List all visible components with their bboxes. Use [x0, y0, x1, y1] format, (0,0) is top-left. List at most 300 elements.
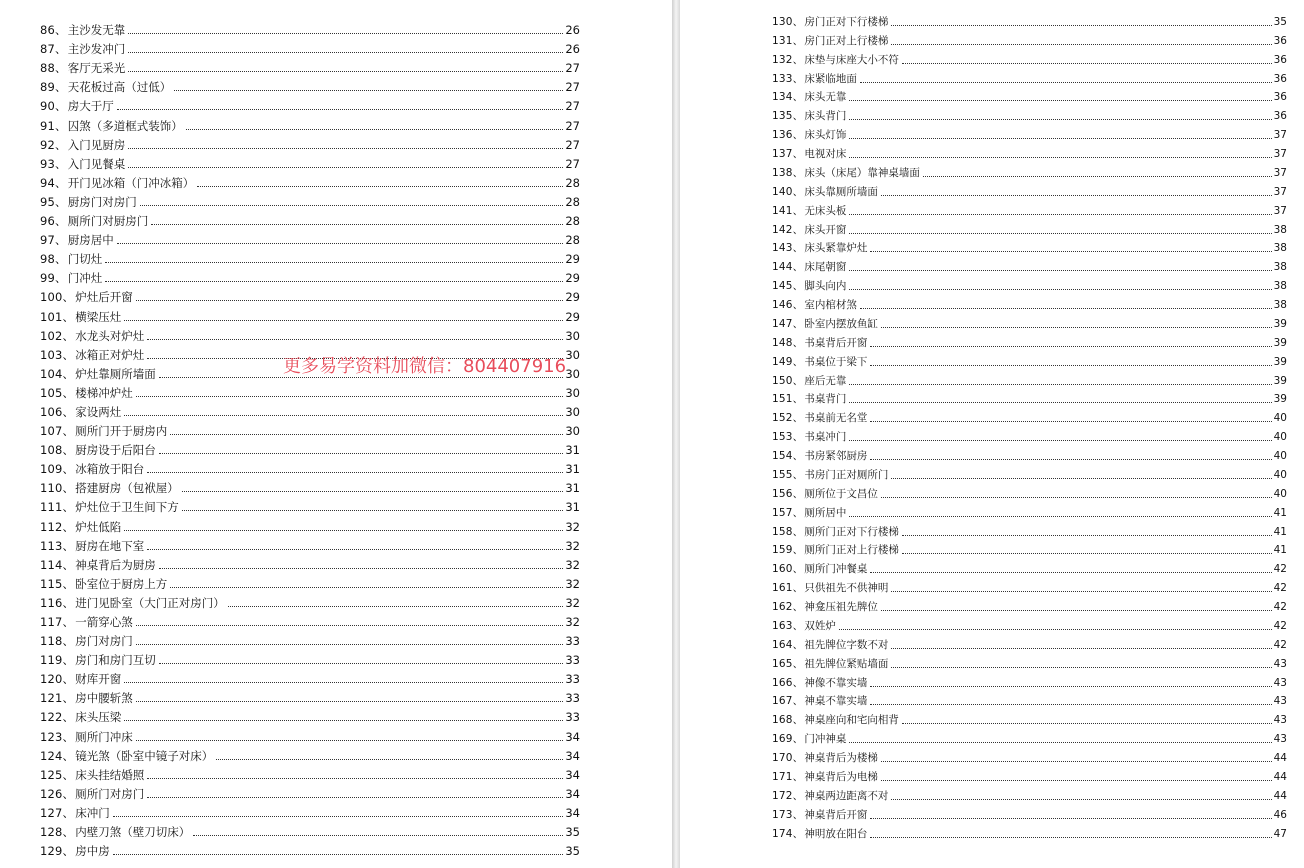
toc-entry-title: 房中房: [75, 844, 110, 859]
toc-leader-dots: [117, 243, 564, 244]
toc-entry-number: 98、: [40, 252, 67, 267]
toc-entry: [772, 180, 1287, 199]
toc-entry-page: 36: [1273, 53, 1287, 66]
toc-leader-dots: [147, 797, 563, 798]
toc-entry: [772, 331, 1287, 350]
toc-leader-dots: [870, 251, 1271, 252]
toc-entry: [40, 476, 580, 495]
book-gutter: [672, 0, 680, 868]
toc-entry: [40, 763, 580, 782]
toc-entry-title: 楼梯冲炉灶: [75, 385, 133, 400]
toc-entry-title: 房门正对下行楼梯: [804, 15, 889, 28]
toc-entry-title: 神桌背后为楼梯: [804, 752, 878, 764]
toc-entry-title: 家设两灶: [75, 404, 122, 419]
toc-entry-title: 厕所门对房门: [75, 786, 145, 801]
toc-leader-dots: [105, 262, 563, 263]
toc-leader-dots: [902, 553, 1272, 554]
toc-entry-title: 床紧临地面: [804, 72, 857, 85]
toc-entry-page: 39: [1273, 336, 1287, 349]
toc-list-left: [40, 18, 580, 858]
toc-entry: [772, 690, 1287, 709]
toc-entry-page: 36: [1273, 91, 1287, 104]
toc-leader-dots: [870, 572, 1271, 573]
toc-entry-page: 30: [565, 424, 580, 439]
toc-entry-page: 42: [1273, 601, 1287, 613]
toc-leader-dots: [891, 25, 1271, 26]
toc-entry-number: 133、: [772, 72, 804, 85]
toc-entry-title: 神桌座向和宅向相背: [804, 714, 899, 727]
toc-entry: [40, 514, 580, 533]
toc-entry-page: 26: [565, 42, 580, 57]
toc-entry-page: 44: [1273, 770, 1287, 783]
toc-entry-number: 89、: [40, 80, 67, 95]
toc-entry-page: 30: [565, 404, 580, 419]
toc-entry-page: 42: [1273, 582, 1287, 595]
toc-entry-number: 137、: [772, 148, 804, 160]
toc-entry-title: 厕所门正对上行楼梯: [804, 544, 899, 557]
toc-leader-dots: [174, 90, 563, 91]
toc-entry-title: 座后无靠: [804, 374, 847, 387]
toc-entry-number: 116、: [40, 595, 75, 610]
toc-entry: [40, 724, 580, 743]
toc-leader-dots: [891, 799, 1271, 800]
toc-entry-page: 39: [1273, 317, 1287, 330]
toc-leader-dots: [849, 289, 1271, 290]
toc-entry-number: 148、: [772, 336, 804, 349]
toc-entry-number: 152、: [772, 412, 804, 425]
toc-entry-number: 157、: [772, 506, 804, 519]
toc-entry-number: 110、: [40, 481, 75, 496]
toc-entry-number: 122、: [40, 710, 75, 725]
toc-entry-page: 33: [565, 634, 580, 649]
toc-leader-dots: [870, 704, 1271, 705]
toc-leader-dots: [881, 497, 1272, 498]
toc-entry-number: 124、: [40, 748, 75, 763]
toc-entry-title: 神明放在阳台: [804, 827, 868, 840]
toc-entry-page: 43: [1273, 733, 1287, 746]
toc-entry-page: 33: [565, 710, 580, 725]
toc-entry: [40, 705, 580, 724]
toc-entry-number: 168、: [772, 714, 804, 727]
toc-entry-number: 147、: [772, 317, 804, 330]
toc-entry: [772, 274, 1287, 293]
toc-entry-page: 36: [1273, 34, 1287, 47]
toc-entry-number: 106、: [40, 404, 75, 419]
toc-entry: [40, 839, 580, 858]
toc-entry-page: 38: [1273, 299, 1287, 311]
toc-entry-page: 44: [1273, 752, 1287, 764]
toc-entry-page: 33: [565, 672, 580, 687]
toc-entry-number: 104、: [40, 366, 75, 381]
toc-leader-dots: [891, 591, 1271, 592]
toc-leader-dots: [147, 549, 563, 550]
toc-entry-number: 87、: [40, 42, 67, 57]
toc-leader-dots: [881, 761, 1272, 762]
toc-entry-number: 153、: [772, 431, 804, 444]
toc-leader-dots: [159, 663, 564, 664]
toc-entry-page: 32: [565, 557, 580, 572]
toc-entry: [40, 820, 580, 839]
toc-entry-page: 29: [565, 290, 580, 305]
toc-leader-dots: [136, 625, 564, 626]
toc-entry-number: 102、: [40, 328, 75, 343]
toc-entry: [772, 10, 1287, 29]
toc-entry: [40, 438, 580, 457]
toc-entry-number: 101、: [40, 309, 75, 324]
toc-entry-title: 主沙发无靠: [67, 23, 126, 38]
toc-entry-title: 床头（床尾）靠神桌墙面: [804, 166, 920, 179]
toc-leader-dots: [849, 157, 1271, 158]
toc-leader-dots: [891, 478, 1271, 479]
toc-entry-number: 145、: [772, 280, 804, 293]
toc-entry-number: 97、: [40, 233, 67, 248]
toc-leader-dots: [860, 308, 1272, 309]
toc-leader-dots: [136, 701, 564, 702]
toc-entry-number: 92、: [40, 137, 67, 152]
toc-leader-dots: [870, 686, 1271, 687]
toc-entry-number: 138、: [772, 166, 804, 179]
toc-entry-number: 162、: [772, 601, 804, 613]
toc-entry-page: 37: [1273, 185, 1287, 198]
toc-entry-title: 厨房设于后阳台: [75, 443, 156, 458]
toc-entry-title: 床头紧靠炉灶: [804, 242, 868, 255]
toc-entry: [772, 822, 1287, 841]
toc-entry-title: 床头靠厕所墙面: [804, 185, 878, 198]
toc-entry-number: 117、: [40, 615, 75, 629]
toc-leader-dots: [128, 71, 563, 72]
toc-entry-number: 173、: [772, 808, 804, 821]
toc-entry-number: 90、: [40, 99, 67, 114]
toc-entry: [772, 104, 1287, 123]
toc-entry-title: 房门对房门: [75, 634, 133, 649]
toc-entry-number: 165、: [772, 657, 804, 670]
toc-entry: [772, 293, 1287, 312]
toc-entry-page: 47: [1273, 827, 1287, 840]
toc-entry-page: 35: [565, 825, 580, 840]
toc-leader-dots: [140, 205, 564, 206]
toc-entry-page: 39: [1273, 393, 1287, 406]
toc-entry-number: 134、: [772, 91, 804, 104]
toc-entry: [40, 744, 580, 763]
toc-entry: [772, 218, 1287, 237]
toc-entry: [40, 457, 580, 476]
toc-entry-page: 38: [1273, 242, 1287, 255]
toc-entry-title: 天花板过高（过低）: [67, 80, 172, 95]
toc-entry: [40, 610, 580, 629]
toc-entry-title: 床尾朝窗: [804, 261, 847, 274]
toc-entry: [772, 671, 1287, 690]
toc-entry-title: 卧室位于厨房上方: [75, 576, 168, 591]
toc-entry-number: 146、: [772, 299, 804, 311]
toc-list-right: [772, 10, 1287, 841]
toc-leader-dots: [849, 440, 1271, 441]
toc-entry-number: 156、: [772, 487, 804, 500]
toc-entry: [772, 633, 1287, 652]
toc-entry-page: 34: [565, 805, 580, 820]
toc-entry-number: 144、: [772, 261, 804, 274]
toc-entry-title: 入门见厨房: [67, 137, 126, 152]
toc-entry: [40, 591, 580, 610]
toc-leader-dots: [182, 491, 564, 492]
toc-entry-page: 36: [1273, 72, 1287, 85]
toc-entry: [40, 209, 580, 228]
toc-entry-page: 27: [565, 137, 580, 152]
toc-entry-page: 32: [565, 576, 580, 591]
toc-entry: [40, 171, 580, 190]
toc-leader-dots: [124, 720, 563, 721]
toc-entry-title: 房门和房门互切: [75, 653, 156, 668]
toc-entry-title: 冰箱放于阳台: [75, 462, 145, 477]
toc-leader-dots: [891, 44, 1271, 45]
toc-entry: [40, 18, 580, 37]
toc-entry-title: 神桌背后为电梯: [804, 770, 878, 783]
toc-entry: [772, 425, 1287, 444]
toc-leader-dots: [881, 327, 1272, 328]
toc-leader-dots: [849, 742, 1271, 743]
toc-entry-title: 房中腰斩煞: [75, 691, 133, 706]
toc-entry: [40, 629, 580, 648]
toc-leader-dots: [147, 778, 563, 779]
toc-entry: [40, 648, 580, 667]
toc-leader-dots: [151, 224, 563, 225]
toc-entry: [40, 285, 580, 304]
toc-leader-dots: [159, 453, 564, 454]
toc-entry-title: 卧室内摆放鱼缸: [804, 317, 878, 330]
toc-entry-number: 155、: [772, 468, 804, 481]
toc-entry-title: 厕所居中: [804, 506, 847, 519]
toc-entry-number: 149、: [772, 355, 804, 368]
toc-leader-dots: [170, 434, 563, 435]
toc-leader-dots: [881, 195, 1272, 196]
toc-entry-number: 112、: [40, 519, 75, 534]
toc-entry: [40, 381, 580, 400]
toc-entry-title: 床冲门: [75, 805, 110, 820]
toc-entry: [772, 482, 1287, 501]
toc-entry: [772, 86, 1287, 105]
toc-entry-page: 41: [1273, 544, 1287, 557]
toc-entry-page: 42: [1273, 619, 1287, 632]
toc-entry-title: 脚头向内: [804, 280, 847, 293]
toc-entry-page: 27: [565, 61, 580, 76]
toc-entry-page: 26: [565, 23, 580, 38]
toc-entry-title: 室内棺材煞: [804, 299, 857, 311]
toc-entry-title: 厕所门开于厨房内: [75, 424, 168, 439]
toc-leader-dots: [870, 365, 1271, 366]
toc-entry-title: 床头灯饰: [804, 129, 847, 142]
toc-entry-number: 143、: [772, 242, 804, 255]
toc-entry-title: 双姓炉: [804, 619, 836, 632]
toc-entry: [40, 667, 580, 686]
toc-entry-title: 炉灶位于卫生间下方: [75, 500, 179, 515]
toc-entry-page: 34: [565, 729, 580, 744]
toc-entry-page: 32: [565, 538, 580, 553]
toc-leader-dots: [849, 119, 1271, 120]
toc-entry-title: 厕所门冲床: [75, 729, 133, 744]
toc-entry-page: 40: [1273, 431, 1287, 444]
toc-entry-page: 32: [565, 519, 580, 534]
toc-entry-page: 39: [1273, 374, 1287, 387]
toc-entry-title: 水龙头对炉灶: [75, 328, 145, 343]
toc-entry-title: 厕所位于文昌位: [804, 487, 878, 500]
toc-entry-page: 31: [565, 481, 580, 496]
toc-entry: [40, 400, 580, 419]
toc-entry-page: 27: [565, 156, 580, 171]
toc-entry-number: 114、: [40, 557, 75, 572]
toc-entry-title: 镜光煞（卧室中镜子对床）: [75, 748, 214, 763]
toc-entry: [40, 133, 580, 152]
toc-entry-title: 床头开窗: [804, 223, 847, 236]
toc-entry-number: 142、: [772, 223, 804, 236]
toc-leader-dots: [849, 402, 1271, 403]
toc-entry-number: 159、: [772, 544, 804, 557]
toc-leader-dots: [849, 233, 1271, 234]
toc-entry-title: 门切灶: [67, 252, 103, 267]
toc-leader-dots: [881, 780, 1272, 781]
toc-entry: [40, 94, 580, 113]
toc-entry-number: 86、: [40, 23, 67, 38]
toc-entry: [772, 803, 1287, 822]
toc-entry-title: 床头压梁: [75, 710, 122, 725]
toc-leader-dots: [113, 854, 564, 855]
toc-entry-title: 炉灶靠厕所墙面: [75, 366, 156, 381]
toc-entry: [772, 388, 1287, 407]
toc-entry-number: 103、: [40, 347, 75, 362]
toc-entry-number: 166、: [772, 676, 804, 689]
toc-entry: [40, 534, 580, 553]
toc-entry-number: 130、: [772, 15, 804, 28]
toc-entry-number: 174、: [772, 827, 804, 840]
toc-entry: [772, 746, 1287, 765]
toc-entry: [772, 652, 1287, 671]
toc-entry-page: 43: [1273, 695, 1287, 708]
toc-entry-page: 27: [565, 99, 580, 114]
toc-entry-page: 42: [1273, 638, 1287, 651]
toc-entry-number: 140、: [772, 185, 804, 198]
toc-entry-number: 136、: [772, 129, 804, 142]
toc-entry: [40, 553, 580, 572]
toc-entry-page: 40: [1273, 468, 1287, 481]
toc-entry-page: 28: [565, 175, 580, 190]
toc-leader-dots: [870, 818, 1271, 819]
toc-entry-number: 115、: [40, 576, 75, 591]
toc-entry: [772, 161, 1287, 180]
toc-entry-title: 门冲神桌: [804, 733, 847, 746]
toc-leader-dots: [849, 270, 1271, 271]
watermark-text: 更多易学资料加微信：804407916: [283, 356, 567, 377]
toc-entry-number: 141、: [772, 204, 804, 217]
toc-entry-title: 厕所门对厨房门: [67, 214, 149, 229]
toc-entry-number: 169、: [772, 733, 804, 746]
toc-entry-number: 129、: [40, 844, 75, 859]
toc-entry: [772, 614, 1287, 633]
toc-entry-title: 入门见餐桌: [67, 156, 126, 171]
toc-entry-number: 123、: [40, 729, 75, 744]
toc-entry-page: 30: [565, 347, 580, 362]
toc-entry-number: 131、: [772, 34, 804, 47]
toc-entry-page: 34: [565, 748, 580, 763]
toc-entry: [40, 266, 580, 285]
toc-entry-page: 43: [1273, 676, 1287, 689]
toc-entry: [772, 765, 1287, 784]
toc-entry-title: 书桌冲门: [804, 431, 847, 444]
toc-entry-page: 32: [565, 595, 580, 610]
toc-entry-page: 33: [565, 691, 580, 706]
toc-entry-title: 进门见卧室（大门正对房门）: [75, 595, 225, 610]
toc-entry-number: 99、: [40, 271, 67, 286]
toc-entry-page: 29: [565, 271, 580, 286]
toc-entry: [772, 199, 1287, 218]
toc-leader-dots: [186, 129, 564, 130]
toc-entry-page: 40: [1273, 487, 1287, 500]
toc-entry: [40, 247, 580, 266]
toc-leader-dots: [128, 148, 563, 149]
toc-entry-title: 囚煞（多道框式装饰）: [67, 118, 183, 133]
toc-entry-number: 128、: [40, 825, 75, 840]
toc-leader-dots: [902, 535, 1272, 536]
toc-leader-dots: [124, 320, 563, 321]
toc-entry: [772, 501, 1287, 520]
toc-entry-number: 95、: [40, 194, 67, 209]
toc-entry-title: 书桌前无名堂: [804, 412, 868, 425]
toc-entry-title: 厨房居中: [67, 233, 114, 248]
toc-leader-dots: [849, 214, 1271, 215]
toc-entry-number: 127、: [40, 805, 75, 820]
toc-leader-dots: [193, 835, 563, 836]
toc-entry-title: 神像不靠实墙: [804, 676, 868, 689]
toc-entry-page: 31: [565, 500, 580, 515]
toc-entry: [40, 56, 580, 75]
toc-entry: [40, 801, 580, 820]
toc-entry-number: 121、: [40, 691, 75, 706]
toc-entry-number: 151、: [772, 393, 804, 406]
toc-entry-page: 29: [565, 309, 580, 324]
toc-entry-title: 一箭穿心煞: [75, 615, 133, 629]
toc-entry-title: 财库开窗: [75, 672, 122, 687]
toc-entry: [40, 152, 580, 171]
toc-leader-dots: [105, 281, 563, 282]
toc-entry: [40, 113, 580, 132]
toc-leader-dots: [860, 82, 1272, 83]
toc-entry-number: 160、: [772, 563, 804, 576]
toc-entry-title: 炉灶低陷: [75, 519, 122, 534]
toc-entry: [772, 463, 1287, 482]
toc-leader-dots: [891, 648, 1271, 649]
toc-entry-title: 房大于厅: [67, 99, 114, 114]
toc-entry-title: 开门见冰箱（门冲冰箱）: [67, 175, 195, 190]
toc-leader-dots: [881, 610, 1272, 611]
toc-leader-dots: [117, 109, 564, 110]
toc-entry-number: 105、: [40, 385, 75, 400]
toc-entry-number: 100、: [40, 290, 75, 305]
toc-entry-title: 祖先牌位紧贴墙面: [804, 657, 889, 670]
toc-entry: [772, 520, 1287, 539]
toc-leader-dots: [136, 396, 564, 397]
toc-leader-dots: [839, 629, 1272, 630]
toc-entry-title: 书房紧邻厨房: [804, 450, 868, 462]
toc-entry: [772, 48, 1287, 67]
toc-entry-number: 164、: [772, 638, 804, 651]
toc-leader-dots: [849, 138, 1271, 139]
toc-leader-dots: [124, 682, 563, 683]
toc-entry-title: 内壁刀煞（壁刀切床）: [75, 825, 191, 840]
toc-leader-dots: [923, 176, 1272, 177]
toc-entry-title: 床垫与床座大小不符: [804, 53, 899, 66]
toc-entry-number: 150、: [772, 374, 804, 387]
toc-entry-page: 30: [565, 366, 580, 381]
toc-entry-number: 119、: [40, 653, 75, 668]
toc-entry-number: 94、: [40, 175, 67, 190]
toc-entry-title: 祖先牌位字数不对: [804, 638, 889, 651]
